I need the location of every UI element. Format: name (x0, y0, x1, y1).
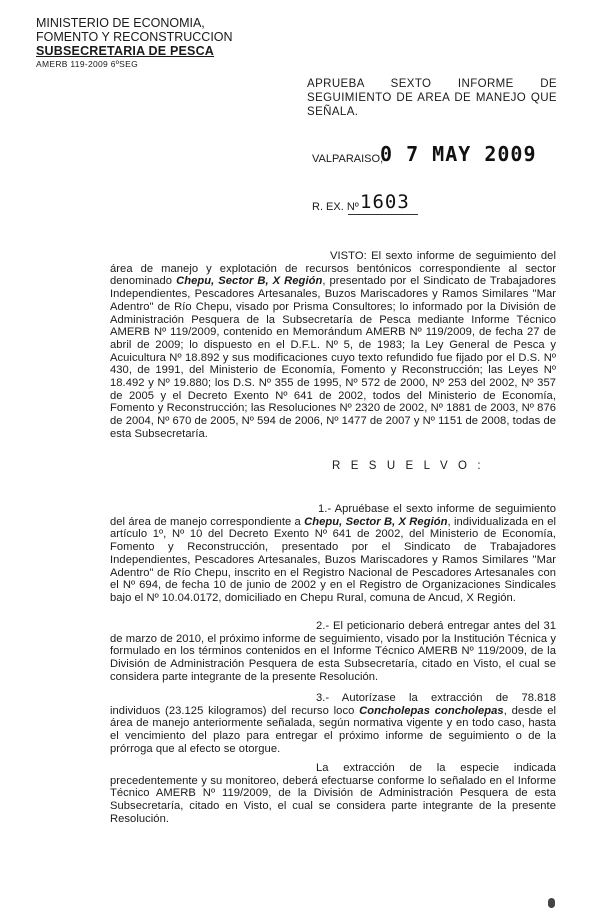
extraction-paragraph: La extracción de la especie indicada precedentemente y su monitoreo, deberá efectuarse conforme lo señalado en el Informe Técnico AMERB Nº 119/2009, de la División de Administración Pesquera de esta Subsecretaría, citado en Visto, el cual se considera parte integrante de la presente Resolución. (110, 762, 556, 825)
reference-code: AMERB 119-2009 6ºSEG (36, 59, 139, 69)
point-3-species-name: Concholepas concholepas (359, 704, 504, 717)
point-1-text-2: , individualizada en el artículo 1º, Nº 10 del Decreto Exento Nº 641 de 2002, del Ministerio de Economía, Fomento y Reconstrucción, presentado por el Sindicato de Trabajadores Independientes, Pescadores Artesanales, Buzos Mariscadores y Ramos Similares "Mar Adentro" de Río Chepu, inscrito en el Registro Nacional de Pescadores Artesanales con el Nº 694, de fecha 10 de junio de 2002 y en el Registro de Organizaciones Sindicales bajo el Nº 10.04.0172, domiciliado en Chepu Rural, comuna de Ancud, X Región. (110, 515, 556, 604)
resolution-point-1 (110, 503, 556, 605)
point-3-text-1: 3.- Autorízase la extracción de 78.818 individuos (23.125 kilogramos) del recurso loco (110, 692, 556, 717)
visto-paragraph (110, 250, 556, 441)
visto-text-2: , presentado por el Sindicato de Trabajadores Independientes, Pescadores Artesanales, Buzos Mariscadores y Ramos Similares "Mar Adentro" de Río Chepu, visado por Prisma Consultores; lo informado por la División de Administración Pesquera de la Subsecretaría de Pesca mediante Informe Técnico AMERB Nº 119/2009, contenido en Memorándum AMERB Nº 119/2009, de fecha 27 de abril de 2009; lo dispuesto en el D.F.L. Nº 5, de 1983; la Ley General de Pesca y Acuicultura Nº 18.892 y sus modificaciones cuyo texto refundido fue fijado por el D.S. Nº 430, de 1991, del Ministerio de Economía, Fomento y Reconstrucción; las Leyes Nº 18.492 y Nº 19.880; los D.S. Nº 355 de 1995, Nº 572 de 2000, Nº 253 del 2002, Nº 357 de 2005 y el Decreto Exento Nº 641 de 2002, todos del Ministerio de Economía, Fomento y Reconstrucción; las Resoluciones Nº 2320 de 2002, Nº 1881 de 2003, Nº 876 de 2004, Nº 670 de 2005, Nº 594 de 2006, Nº 1477 de 2007 y Nº 1151 de 2008, todas de esta Subsecretaría. (110, 275, 556, 440)
letterhead (36, 16, 256, 70)
point-3-text-2: , desde el área de manejo anteriormente señalada, según normativa vigente y en todo caso, hasta el vencimiento del plazo para entregar el próximo informe de seguimiento o de la prórroga que al efecto se otorgue. (110, 704, 556, 755)
resolution-point-2: 2.- El peticionario deberá entregar antes del 31 de marzo de 2010, el próximo informe de seguimiento, visado por la Institución Técnica y formulado en los términos contenidos en el Informe Técnico AMERB Nº 119/2009, de la División de Administración Pesquera de esta Subsecretaría, citado en Visto, el cual se considera parte integrante de la presente Resolución. (110, 620, 556, 683)
resolution-underline (348, 214, 418, 215)
subsecretaria-name: SUBSECRETARIA DE PESCA (36, 44, 215, 58)
date-stamp: 0 7 MAY 2009 (380, 142, 537, 166)
ministry-name-cont: FOMENTO Y RECONSTRUCCION (36, 30, 233, 44)
visto-text-1: VISTO: El sexto informe de seguimiento del área de manejo y explotación de recursos bentónicos correspondiente al sector denominado (110, 250, 556, 288)
document-subject: APRUEBA SEXTO INFORME DE SEGUIMIENTO DE AREA DE MANEJO QUE SEÑALA. (307, 78, 557, 118)
point-1-sector-name: Chepu, Sector B, X Región (304, 515, 448, 528)
visto-sector-name: Chepu, Sector B, X Región (176, 275, 323, 288)
resolution-label: R. EX. Nº (312, 201, 359, 213)
resolution-point-3 (110, 692, 556, 756)
resolution-number: 1603 (360, 191, 410, 213)
resuelvo-heading: R E S U E L V O : (332, 460, 485, 472)
ministry-name: MINISTERIO DE ECONOMIA, (36, 16, 205, 30)
city-label: VALPARAISO, (312, 153, 384, 165)
ink-mark (548, 898, 555, 908)
point-1-text-1: 1.- Apruébase el sexto informe de seguimiento del área de manejo correspondiente a (110, 503, 556, 528)
